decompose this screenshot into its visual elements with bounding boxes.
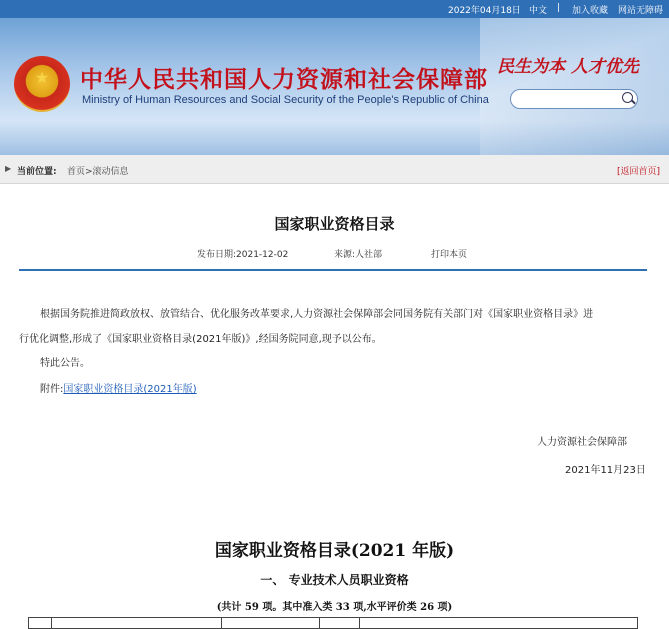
table-column-divider [359,618,360,628]
emblem-star-icon: ★ [34,68,50,87]
breadcrumb [0,155,669,184]
document-title: 国家职业资格目录(2021 年版) [214,541,455,561]
title-divider [19,269,647,271]
bookmark-link[interactable]: 加入收藏 [572,6,609,16]
current-date: 2022年04月18日 [448,6,521,16]
print-button[interactable]: 打印本页 [431,250,468,260]
signature: 人力资源社会保障部 [537,437,627,448]
notice-closing: 特此公告。 [40,358,90,369]
breadcrumb-arrow-icon: ▶ [5,164,12,173]
article-title: 国家职业资格目录 [274,215,395,233]
paragraph-line: 行优化调整,形成了《国家职业资格目录(2021年版)》,经国务院同意,现予以公布。 [19,334,382,345]
top-bar [0,0,669,18]
section-count: (共计 59 项。其中准入类 33 项,水平评价类 26 项) [216,602,453,613]
attachment-label: 附件: [40,384,64,395]
breadcrumb-path[interactable]: 首页>滚动信息 [67,167,129,177]
breadcrumb-label: 当前位置: [17,167,57,177]
article-source: 来源:人社部 [334,250,383,260]
site-title[interactable]: 中华人民共和国人力资源和社会保障部 [80,67,488,93]
language-link[interactable]: 中文 [529,6,548,16]
search-input[interactable] [510,89,638,109]
attachment-row [40,380,197,395]
qualification-table [28,617,638,629]
great-wall-background [480,18,669,155]
top-separator: | [557,3,561,13]
section-title: 一、 专业技术人员职业资格 [260,573,409,587]
table-column-divider [319,618,320,628]
accessibility-link[interactable]: 网站无障碍 [618,6,664,16]
search-icon[interactable] [622,92,633,103]
back-home-link[interactable]: [返回首页] [617,167,661,177]
paragraph-line: 根据国务院推进简政放权、放管结合、优化服务改革要求,人力资源社会保障部会同国务院有关部门对《国家职业资格目录》进 [40,309,594,320]
site-title-english: Ministry of Human Resources and Social Security of the People's Republic of China [82,94,489,106]
publish-date: 发布日期:2021-12-02 [197,250,289,260]
slogan: 民生为本 人才优先 [497,57,639,77]
table-column-divider [51,618,52,628]
attachment-link[interactable]: 国家职业资格目录(2021年版) [63,384,197,395]
national-emblem-icon [14,56,70,112]
signature-date: 2021年11月23日 [565,465,646,476]
table-column-divider [221,618,222,628]
